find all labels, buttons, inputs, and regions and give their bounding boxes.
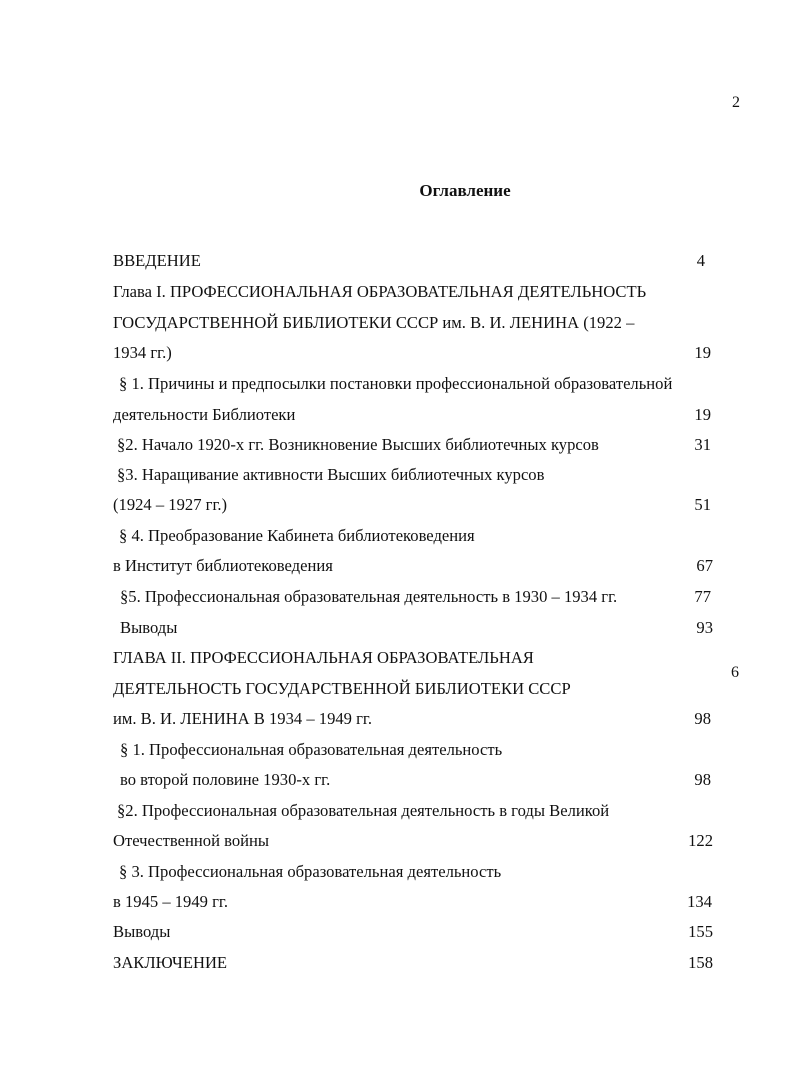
toc-entry-page: 19 xyxy=(694,405,711,424)
toc-entry-text: в Институт библиотековедения xyxy=(113,556,333,575)
page-title: Оглавление xyxy=(419,181,511,200)
toc-entry xyxy=(120,587,713,607)
margin-mark: 6 xyxy=(731,664,739,681)
toc-entry xyxy=(119,374,719,394)
toc-entry-text: (1924 – 1927 гг.) xyxy=(113,495,228,514)
toc-entry-text: в 1945 – 1949 гг. xyxy=(113,892,228,911)
toc-entry-page: 155 xyxy=(688,922,713,941)
toc-entry xyxy=(119,526,713,546)
toc-entry-page: 122 xyxy=(688,831,713,850)
toc-entry-page: 19 xyxy=(694,343,711,362)
toc-entry-text: Выводы xyxy=(113,922,171,941)
toc-entry-text: 1934 гг.) xyxy=(113,343,172,362)
toc-entry xyxy=(120,770,713,790)
toc-entry xyxy=(113,648,713,668)
toc-entry xyxy=(120,618,713,638)
toc-entry xyxy=(113,495,713,515)
toc-entry xyxy=(113,922,713,942)
page-number: 2 xyxy=(732,94,740,111)
toc-entry-text: им. В. И. ЛЕНИНА В 1934 – 1949 гг. xyxy=(113,709,373,728)
toc-entry xyxy=(117,801,713,821)
toc-entry-text: § 3. Профессиональная образовательная деятельность xyxy=(119,862,502,881)
toc-entry-text: ВВЕДЕНИЕ xyxy=(113,251,201,270)
toc-entry-text: ГЛАВА II. ПРОФЕССИОНАЛЬНАЯ ОБРАЗОВАТЕЛЬНАЯ xyxy=(113,648,534,667)
toc-entry-text: во второй половине 1930-х гг. xyxy=(120,770,331,789)
toc-entry xyxy=(113,343,713,363)
toc-entry-text: ЗАКЛЮЧЕНИЕ xyxy=(113,953,228,972)
toc-entry-page: 4 xyxy=(696,251,705,270)
toc-entry-page: 51 xyxy=(694,495,711,514)
toc-entry-text: § 4. Преобразование Кабинета библиотековедения xyxy=(119,526,475,545)
toc-entry xyxy=(113,556,713,576)
toc-entry-text: Выводы xyxy=(120,618,178,637)
toc-entry xyxy=(119,862,713,882)
toc-entry xyxy=(113,313,713,333)
toc-entry-page: 31 xyxy=(694,435,711,454)
toc-entry xyxy=(113,892,713,912)
toc-entry-text: §3. Наращивание активности Высших библиотечных курсов xyxy=(117,465,545,484)
toc-entry-text: §5. Профессиональная образовательная деятельность в 1930 – 1934 гг. xyxy=(120,587,618,606)
toc-entry-page: 77 xyxy=(694,587,711,606)
toc-entry-text: ДЕЯТЕЛЬНОСТЬ ГОСУДАРСТВЕННОЙ БИБЛИОТЕКИ СССР xyxy=(113,679,571,698)
toc-entry xyxy=(113,405,713,425)
toc-entry-page: 98 xyxy=(694,709,711,728)
toc-entry-page: 134 xyxy=(687,892,712,911)
toc-entry-text: Глава I. ПРОФЕССИОНАЛЬНАЯ ОБРАЗОВАТЕЛЬНАЯ ДЕЯТЕЛЬНОСТЬ xyxy=(113,282,647,301)
toc-entry xyxy=(113,251,713,271)
toc-entry xyxy=(117,435,713,455)
toc-entry-text: § 1. Профессиональная образовательная деятельность xyxy=(120,740,503,759)
toc-entry-page: 93 xyxy=(696,618,713,637)
toc-entry xyxy=(117,465,713,485)
toc-entry-text: деятельности Библиотеки xyxy=(113,405,296,424)
toc-entry xyxy=(113,831,713,851)
toc-entry xyxy=(120,740,713,760)
toc-entry-page: 158 xyxy=(688,953,713,972)
toc-entry-page: 67 xyxy=(696,556,713,575)
toc-entry-text: §2. Профессиональная образовательная деятельность в годы Великой xyxy=(117,801,610,820)
toc-entry xyxy=(113,709,713,729)
toc-entry-page: 98 xyxy=(694,770,711,789)
toc-entry-text: ГОСУДАРСТВЕННОЙ БИБЛИОТЕКИ СССР им. В. И. ЛЕНИНА (1922 – xyxy=(113,313,635,332)
toc-entry-text: §2. Начало 1920-х гг. Возникновение Высших библиотечных курсов xyxy=(117,435,599,454)
toc-entry-text: § 1. Причины и предпосылки постановки профессиональной образовательной xyxy=(119,374,673,393)
toc-entry-text: Отечественной войны xyxy=(113,831,270,850)
toc-entry xyxy=(113,953,713,973)
toc-entry xyxy=(113,679,713,699)
toc-entry xyxy=(113,282,713,302)
